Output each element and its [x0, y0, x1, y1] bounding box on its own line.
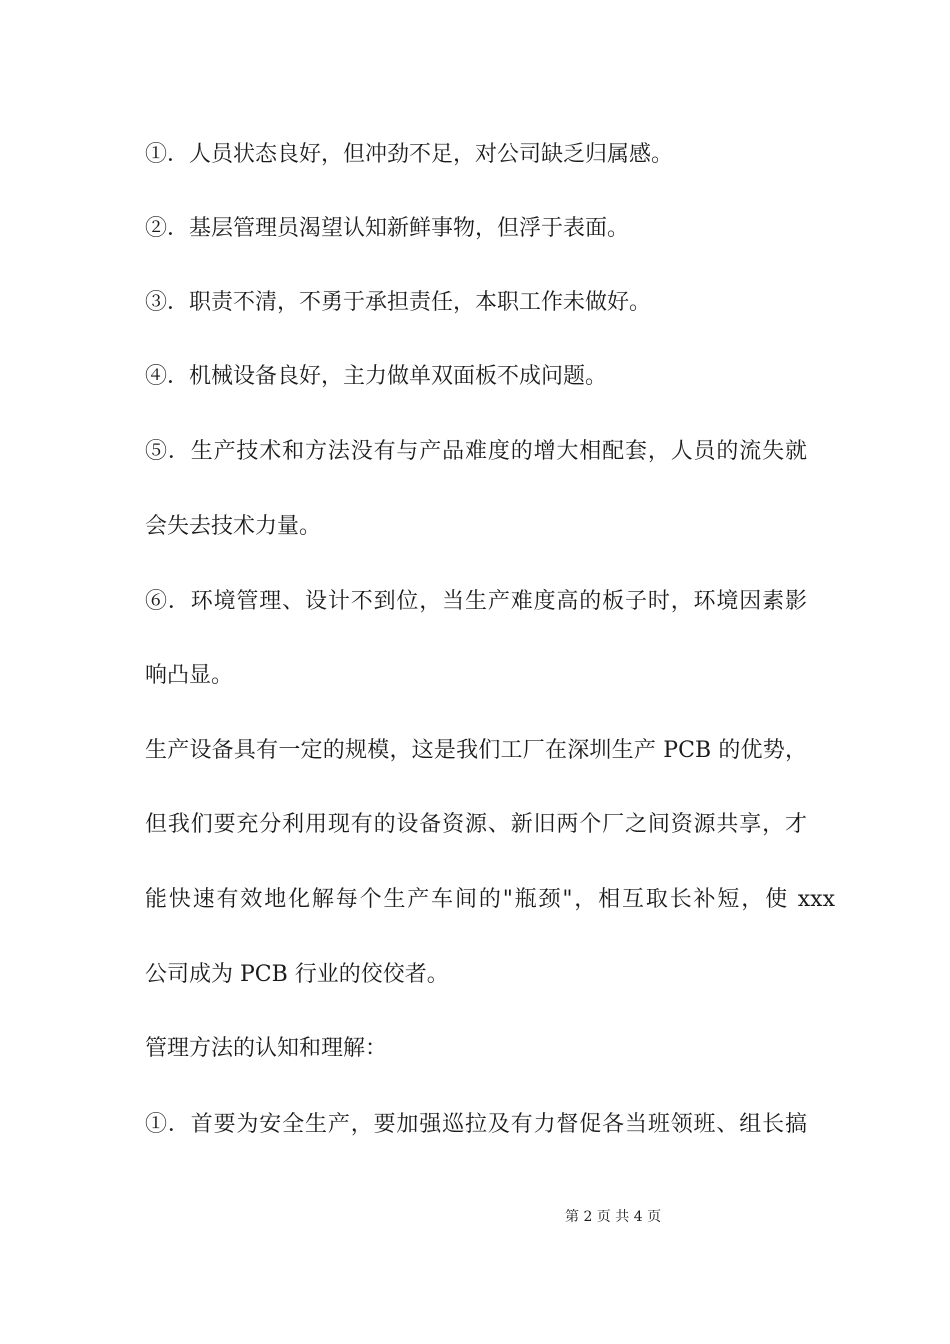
body-line: 能快速有效地化解每个生产车间的"瓶颈"，相互取长补短，使 xxx: [145, 887, 835, 912]
body-line: 会失去技术力量。: [145, 514, 322, 539]
section-heading: 管理方法的认知和理解：: [145, 1036, 388, 1061]
body-line: ⑥．环境管理、设计不到位，当生产难度高的板子时，环境因素影: [145, 589, 807, 614]
body-line: 公司成为 PCB 行业的佼佼者。: [145, 962, 449, 987]
body-line: 响凸显。: [145, 663, 234, 688]
body-line: ⑤．生产技术和方法没有与产品难度的增大相配套，人员的流失就: [145, 439, 807, 464]
body-line: ④．机械设备良好，主力做单双面板不成问题。: [145, 364, 608, 389]
body-line: ①．人员状态良好，但冲劲不足，对公司缺乏归属感。: [145, 142, 674, 167]
body-line: ③．职责不清，不勇于承担责任，本职工作未做好。: [145, 290, 652, 315]
page-footer: 第 2 页 共 4 页: [565, 1209, 662, 1225]
body-line: 但我们要充分利用现有的设备资源、新旧两个厂之间资源共享，才: [145, 812, 807, 837]
body-line: ①．首要为安全生产，要加强巡拉及有力督促各当班领班、组长搞: [145, 1112, 807, 1137]
body-line: 生产设备具有一定的规模，这是我们工厂在深圳生产 PCB 的优势，: [145, 738, 807, 763]
body-line: ②．基层管理员渴望认知新鲜事物，但浮于表面。: [145, 216, 630, 241]
